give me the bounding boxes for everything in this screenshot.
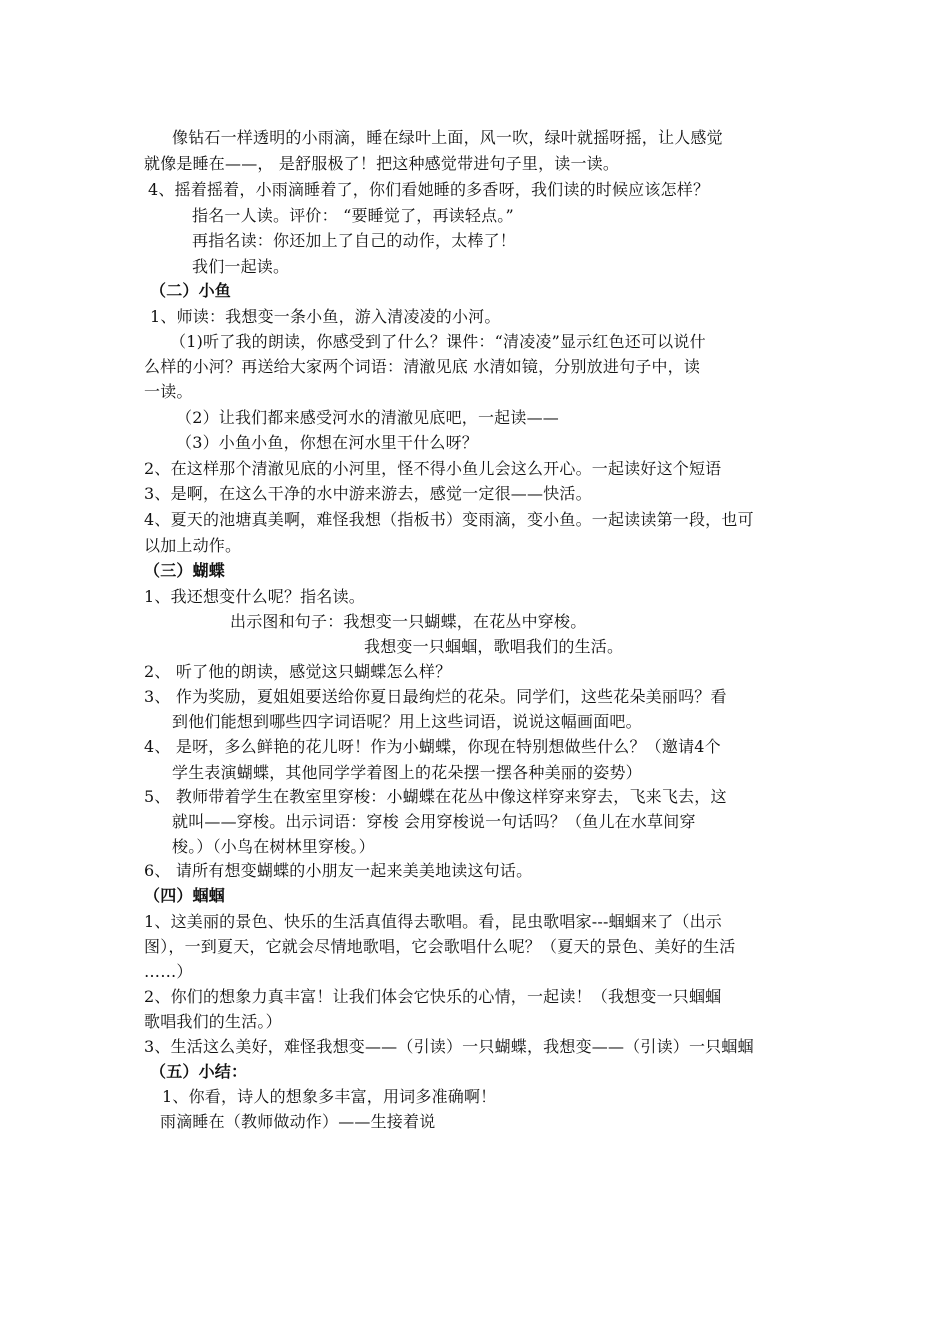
text-line: 学生表演蝴蝶，其他同学学着图上的花朵摆一摆各种美丽的姿势） <box>172 763 642 782</box>
text-line: 图），一到夏天，它就会尽情地歌唱，它会歌唱什么呢？（夏天的景色、美好的生活 <box>144 937 736 956</box>
text-line: 我想变一只蝈蝈，歌唱我们的生活。 <box>364 637 624 656</box>
text-line: 1、师读：我想变一条小鱼，游入清凌凌的小河。 <box>150 307 501 326</box>
text-line: 2、在这样那个清澈见底的小河里，怪不得小鱼儿会这么开心。一起读好这个短语 <box>144 459 722 478</box>
text-line: 就叫——穿梭。出示词语：穿梭 会用穿梭说一句话吗？（鱼儿在水草间穿 <box>172 812 696 831</box>
text-line: 我们一起读。 <box>192 257 290 276</box>
text-line: 以加上动作。 <box>144 536 242 555</box>
section-heading: （五）小结： <box>150 1062 248 1081</box>
text-line: ……） <box>144 962 193 981</box>
text-line: 2、 听了他的朗读，感觉这只蝴蝶怎么样？ <box>144 662 452 681</box>
text-line: 梭。）（小鸟在树林里穿梭。） <box>172 837 375 856</box>
text-line: 歌唱我们的生活。） <box>144 1012 282 1031</box>
text-line: 6、 请所有想变蝴蝶的小朋友一起来美美地读这句话。 <box>144 861 533 880</box>
text-line: 2、你们的想象力真丰富！让我们体会它快乐的心情，一起读！（我想变一只蝈蝈 <box>144 987 722 1006</box>
text-line: 1、这美丽的景色、快乐的生活真值得去歌唱。看，昆虫歌唱家---蝈蝈来了（出示 <box>144 912 722 931</box>
text-line: 么样的小河？再送给大家两个词语：清澈见底 水清如镜，分别放进句子中，读 <box>144 357 701 376</box>
text-line: 4、摇着摇着，小雨滴睡着了，你们看她睡的多香呀，我们读的时候应该怎样？ <box>148 180 710 199</box>
text-line: 像钻石一样透明的小雨滴，睡在绿叶上面，风一吹，绿叶就摇呀摇，让人感觉 <box>172 128 723 147</box>
text-line: 1、你看，诗人的想象多丰富，用词多准确啊！ <box>162 1087 497 1106</box>
text-line: 指名一人读。评价： “要睡觉了，再读轻点。” <box>192 206 514 225</box>
text-line: 4、 是呀，多么鲜艳的花儿呀！作为小蝴蝶，你现在特别想做些什么？（邀请4个 <box>144 737 721 756</box>
text-line: 1、我还想变什么呢？指名读。 <box>144 587 365 606</box>
text-line: 到他们能想到哪些四字词语呢？用上这些词语，说说这幅画面吧。 <box>172 712 642 731</box>
text-line: 3、是啊，在这么干净的水中游来游去，感觉一定很——快活。 <box>144 484 592 503</box>
section-heading: （三）蝴蝶 <box>144 561 226 580</box>
text-line: 就像是睡在——， 是舒服极了！把这种感觉带进句子里，读一读。 <box>144 154 620 173</box>
text-line: 出示图和句子：我想变一只蝴蝶，在花丛中穿梭。 <box>230 612 587 631</box>
text-line: （1)听了我的朗读，你感受到了什么？课件：“清凌凌”显示红色还可以说什 <box>170 332 706 351</box>
text-line: 雨滴睡在（教师做动作）——生接着说 <box>160 1112 436 1131</box>
text-line: 3、生活这么美好，难怪我想变——（引读）一只蝴蝶，我想变——（引读）一只蝈蝈 <box>144 1037 754 1056</box>
text-line: 一读。 <box>144 382 193 401</box>
text-line: 4、夏天的池塘真美啊，难怪我想（指板书）变雨滴，变小鱼。一起读读第一段，也可 <box>144 510 754 529</box>
text-line: 3、 作为奖励，夏姐姐要送给你夏日最绚烂的花朵。同学们，这些花朵美丽吗？看 <box>144 687 727 706</box>
section-heading: （二）小鱼 <box>150 281 232 300</box>
text-line: 5、 教师带着学生在教室里穿梭：小蝴蝶在花丛中像这样穿来穿去，飞来飞去，这 <box>144 787 727 806</box>
section-heading: （四）蝈蝈 <box>144 886 226 905</box>
text-line: 再指名读：你还加上了自己的动作，太棒了！ <box>192 231 517 250</box>
text-line: （2）让我们都来感受河水的清澈见底吧，一起读—— <box>176 408 559 427</box>
text-line: （3）小鱼小鱼，你想在河水里干什么呀？ <box>176 433 478 452</box>
